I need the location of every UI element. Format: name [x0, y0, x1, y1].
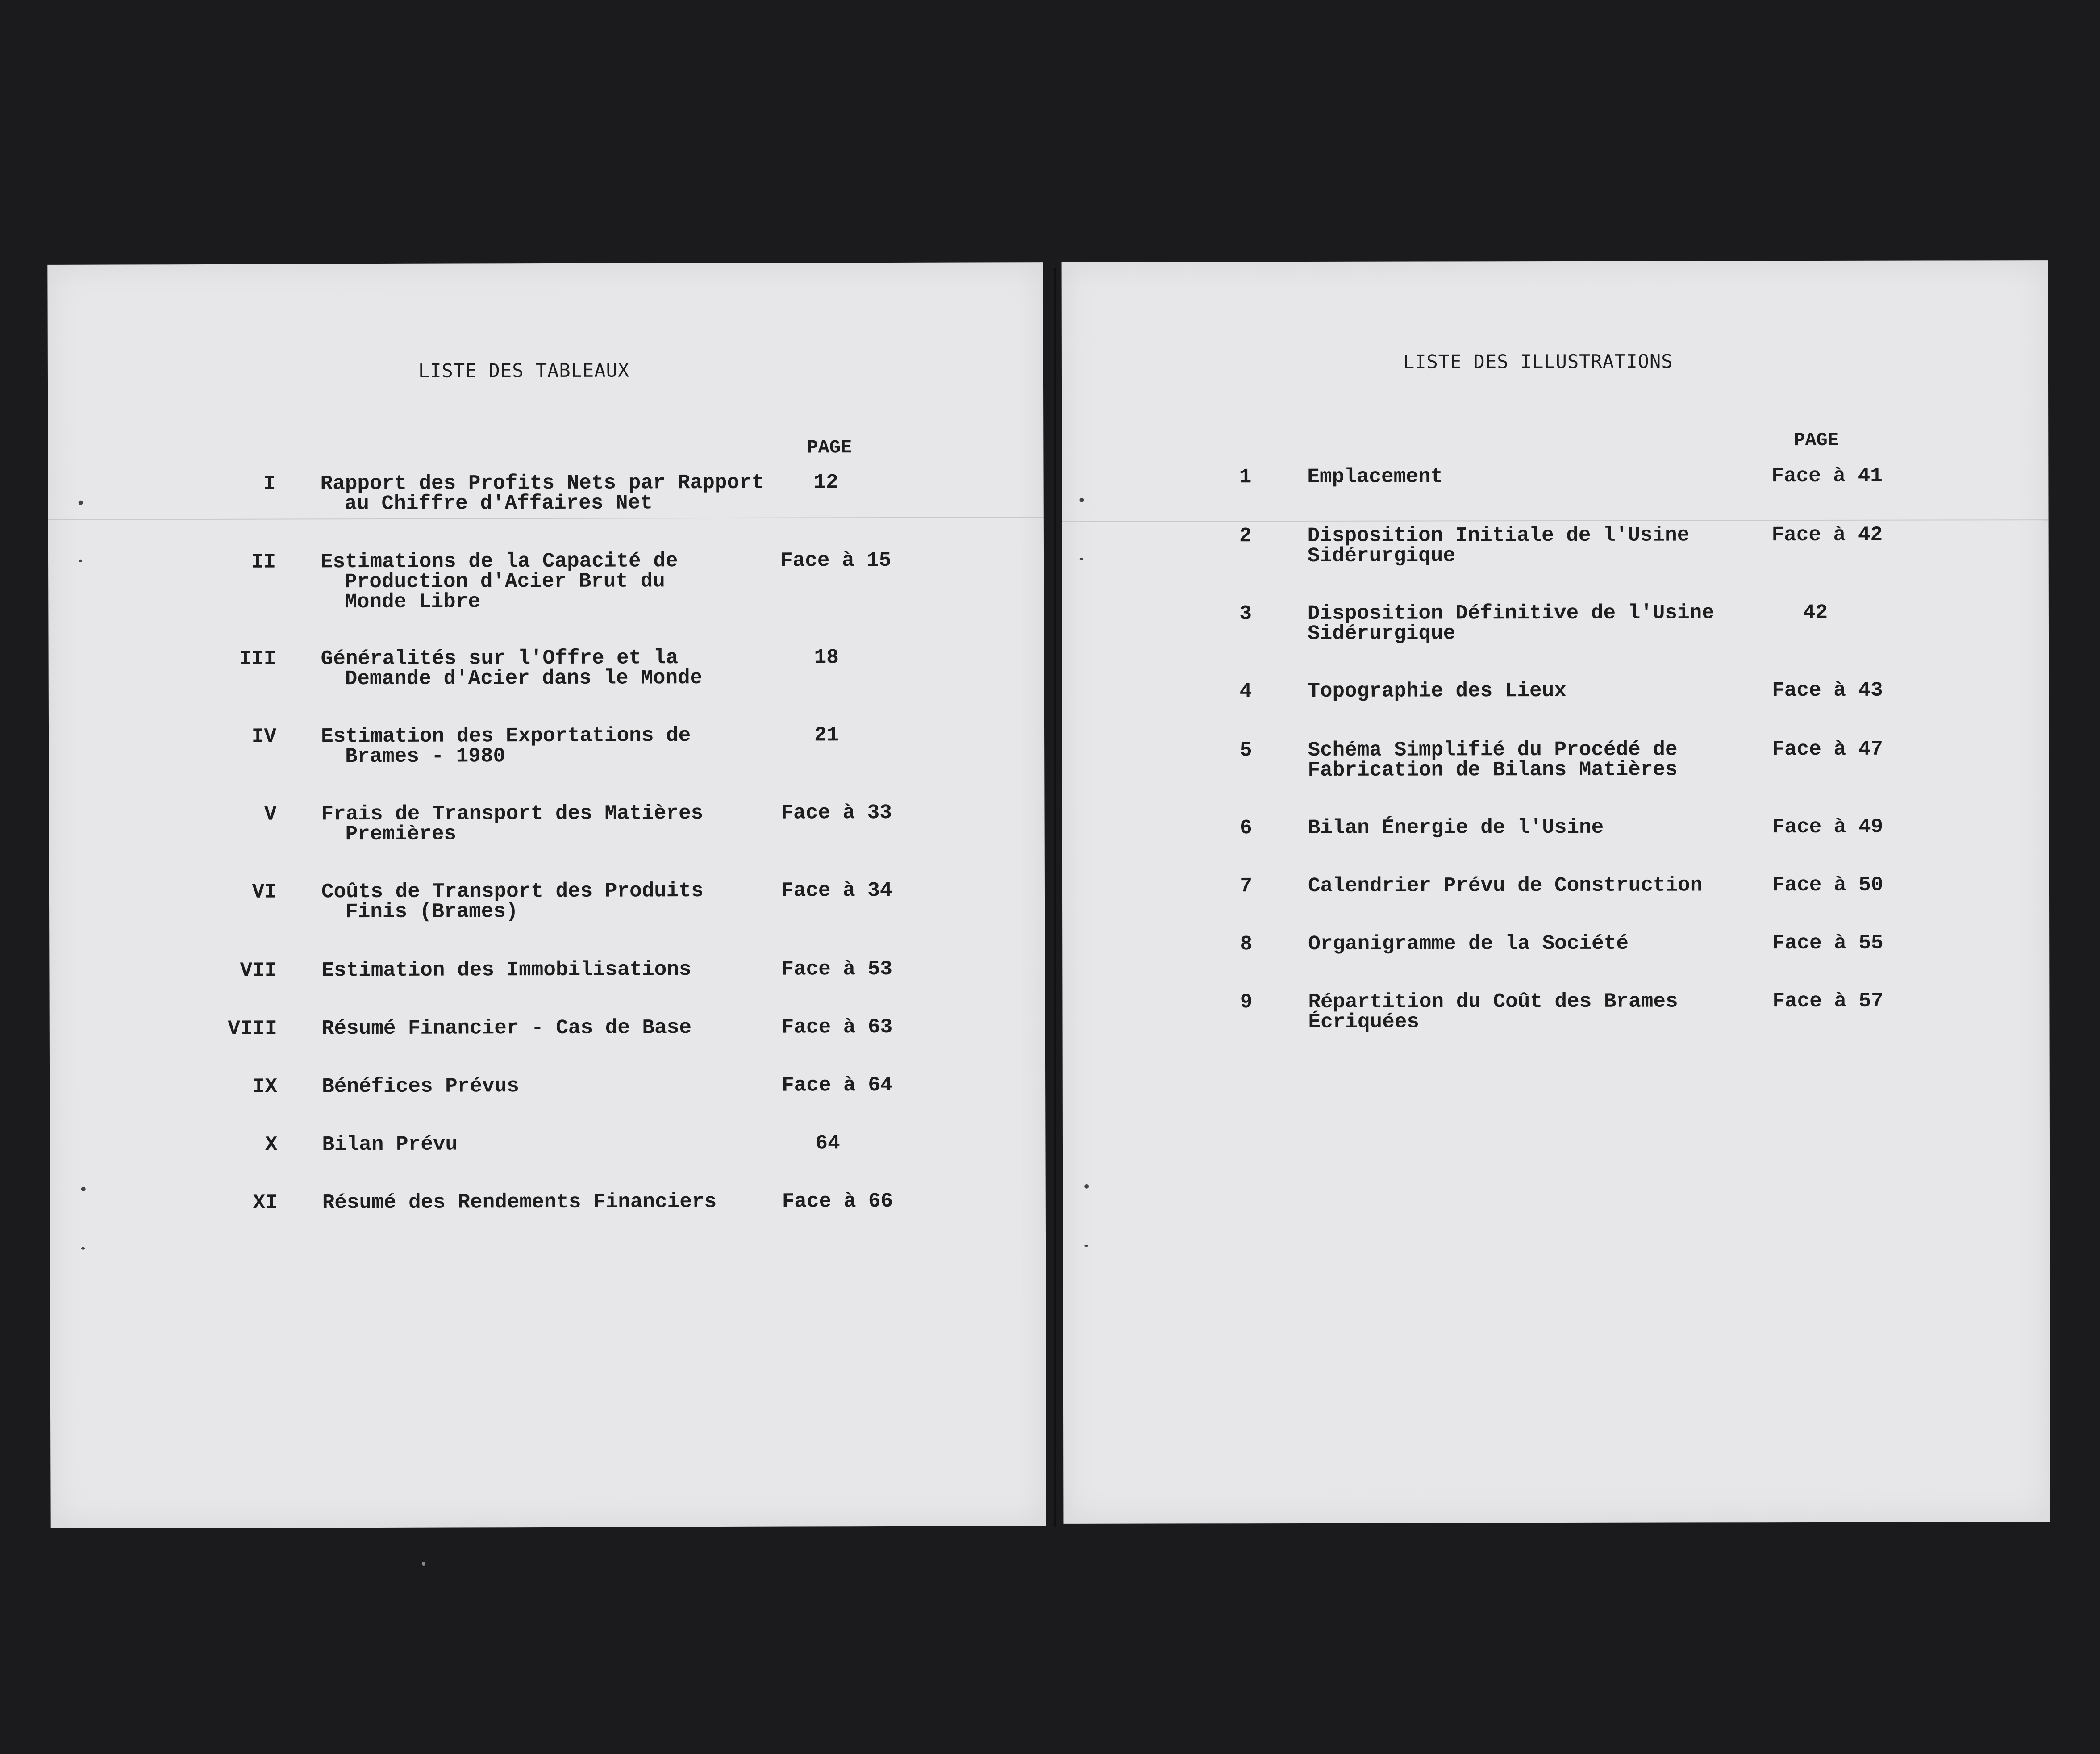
scan-speck	[422, 1562, 425, 1566]
entry-title	[321, 881, 704, 922]
entry-title-continuation: Demande d'Acier dans le Monde	[345, 666, 703, 691]
scan-speck	[1084, 1184, 1089, 1189]
entry-number: 8	[1240, 932, 1253, 956]
scan-speck	[81, 1247, 85, 1250]
entry-title-line: Disposition Définitive de l'Usine	[1307, 601, 1714, 625]
entry-page: Face à 63	[781, 1015, 893, 1039]
entry-page: Face à 47	[1772, 737, 1883, 761]
entry-title	[322, 1132, 458, 1157]
entry-title-continuation: Sidérurgique	[1307, 622, 1456, 645]
entry-title	[322, 1076, 519, 1097]
entry-page: 21	[814, 723, 839, 747]
entry-page: Face à 50	[1772, 873, 1883, 897]
entry-title	[322, 1018, 692, 1039]
page-title: LISTE DES TABLEAUX	[418, 359, 630, 382]
entry-title	[1308, 875, 1702, 896]
entry-title-continuation: Brames - 1980	[345, 744, 506, 768]
entry-title-line: Coûts de Transport des Produits	[321, 879, 704, 904]
entry-title-continuation: Monde Libre	[345, 590, 481, 614]
entry-title	[321, 473, 764, 514]
entry-page: 18	[814, 646, 839, 669]
list-item	[1062, 737, 2049, 782]
entry-number: XI	[253, 1191, 278, 1215]
entry-title	[321, 803, 703, 844]
page-liste-des-illustrations	[1062, 260, 2050, 1524]
entry-number: V	[264, 802, 277, 826]
entry-number: 6	[1240, 816, 1252, 840]
entry-page: Face à 66	[782, 1189, 893, 1213]
entry-number: II	[251, 550, 276, 574]
entry-page: Face à 42	[1771, 523, 1883, 547]
entry-number: 1	[1239, 465, 1252, 489]
list-item	[49, 646, 1044, 691]
entry-page: 64	[815, 1132, 840, 1155]
entry-page: Face à 33	[781, 801, 892, 825]
scan-speck	[1079, 498, 1084, 502]
list-item	[50, 1132, 1045, 1157]
entry-title-line: Estimation des Immobilisations	[321, 958, 692, 982]
entry-number: I	[263, 472, 276, 496]
entry-number: IX	[252, 1075, 278, 1098]
entry-title-continuation: Finis (Brames)	[346, 900, 518, 924]
entry-title-continuation: Premières	[345, 822, 457, 846]
scan-fold-line	[48, 517, 1044, 520]
entry-number: 9	[1240, 990, 1253, 1014]
entry-title-line: Estimations de la Capacité de	[320, 549, 678, 574]
entry-title	[1308, 992, 1678, 1032]
entry-number: 5	[1239, 739, 1252, 762]
entry-number: VIII	[228, 1017, 277, 1040]
entry-title	[321, 551, 678, 612]
entry-page: Face à 57	[1772, 989, 1883, 1013]
entry-title-continuation: Production d'Acier Brut du	[345, 569, 665, 594]
entry-title-line: Calendrier Prévu de Construction	[1308, 873, 1703, 898]
entry-title	[1307, 467, 1443, 487]
entry-title-line: Topographie des Lieux	[1308, 679, 1567, 703]
list-item	[50, 1189, 1046, 1215]
entry-title	[1308, 603, 1714, 644]
list-item	[1062, 601, 2049, 645]
entry-title-line: Estimation des Exportations de	[321, 724, 691, 748]
entry-page: Face à 55	[1772, 931, 1883, 955]
entry-title	[321, 726, 691, 767]
entry-number: 4	[1239, 680, 1252, 703]
page-column-header: PAGE	[1794, 429, 1839, 451]
entry-number: III	[239, 647, 276, 671]
list-item	[1062, 523, 2049, 568]
scan-speck	[81, 1187, 86, 1191]
entry-page: Face à 15	[780, 548, 892, 572]
list-item	[48, 548, 1044, 614]
page-column-header: PAGE	[807, 437, 852, 459]
entry-title-line: Généralités sur l'Offre et la	[321, 646, 679, 671]
list-item	[1062, 464, 2048, 489]
entry-title-continuation: Écriquées	[1308, 1010, 1420, 1034]
scan-speck	[1080, 558, 1083, 560]
entry-number: VI	[252, 880, 277, 904]
list-item	[1062, 815, 2049, 840]
entry-page: Face à 53	[781, 957, 892, 981]
entry-number: X	[265, 1133, 278, 1157]
entry-title	[322, 1192, 717, 1213]
list-item	[50, 1015, 1045, 1040]
page-liste-des-tableaux	[47, 262, 1046, 1528]
entry-number: VII	[240, 959, 277, 982]
entry-title-line: Schéma Simplifié du Procédé de	[1308, 738, 1678, 762]
entry-title-line: Emplacement	[1307, 465, 1443, 489]
entry-title-line: Bilan Prévu	[322, 1132, 458, 1157]
entry-title-line: Bénéfices Prévus	[322, 1074, 519, 1098]
list-item	[49, 878, 1045, 924]
entry-title-line: Organigramme de la Société	[1308, 931, 1629, 956]
entry-title-line: Résumé des Rendements Financiers	[322, 1190, 717, 1215]
list-item	[49, 723, 1044, 768]
list-item	[50, 1073, 1045, 1098]
list-item	[49, 957, 1045, 982]
entry-title	[1308, 740, 1677, 781]
entry-number: 2	[1239, 524, 1252, 548]
entry-title	[1308, 931, 1629, 956]
entry-page: Face à 49	[1772, 815, 1883, 839]
entry-title	[1308, 815, 1604, 839]
entry-number: IV	[251, 725, 277, 748]
list-item	[1062, 989, 2049, 1034]
list-item	[1062, 873, 2049, 898]
entry-title-line: Disposition Initiale de l'Usine	[1307, 523, 1690, 547]
entry-title-continuation: Fabrication de Bilans Matières	[1308, 758, 1678, 782]
entry-title-line: Frais de Transport des Matières	[321, 802, 704, 826]
scan-fold-line	[1062, 519, 2049, 522]
entry-page: 42	[1803, 601, 1828, 625]
page-gutter	[1054, 268, 1056, 1527]
entry-page: 12	[813, 471, 838, 494]
entry-title	[1308, 681, 1567, 702]
page-title: LISTE DES ILLUSTRATIONS	[1403, 350, 1673, 373]
entry-page: Face à 64	[782, 1073, 893, 1097]
entry-title-continuation: Sidérurgique	[1307, 544, 1455, 568]
list-item	[48, 471, 1044, 516]
entry-title-line: Rapport des Profits Nets par Rapport	[320, 471, 764, 496]
entry-number: 7	[1240, 874, 1253, 898]
list-item	[1062, 678, 2049, 703]
entry-title-line: Résumé Financier - Cas de Base	[321, 1016, 692, 1040]
entry-title	[321, 960, 691, 981]
list-item	[49, 801, 1044, 846]
entry-page: Face à 34	[781, 878, 892, 902]
entry-number: 3	[1239, 602, 1252, 626]
entry-title-line: Répartition du Coût des Brames	[1308, 990, 1678, 1014]
entry-title-line: Bilan Énergie de l'Usine	[1308, 815, 1604, 839]
entry-title	[1308, 525, 1690, 566]
scan-speck	[79, 501, 83, 505]
scan-speck	[1084, 1245, 1088, 1247]
entry-title	[321, 648, 703, 689]
entry-page: Face à 43	[1772, 678, 1883, 702]
scan-speck	[79, 560, 82, 562]
list-item	[1062, 931, 2049, 956]
entry-page: Face à 41	[1771, 464, 1883, 488]
entry-title-continuation: au Chiffre d'Affaires Net	[344, 491, 653, 516]
